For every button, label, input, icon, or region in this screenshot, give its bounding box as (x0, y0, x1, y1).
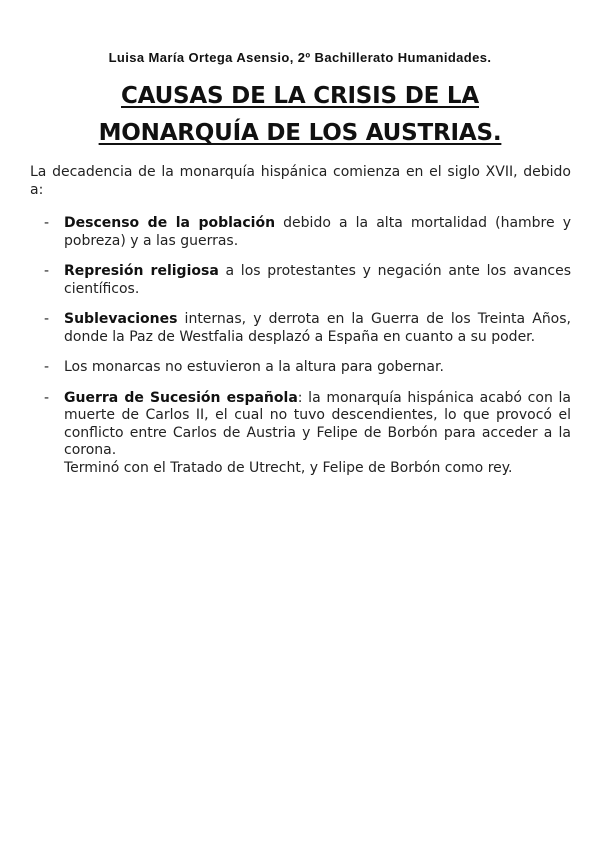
cause-text: : la monarquía hispánica acabó con la muerte de Carlos II, el cual no tuvo descendientes, lo que provocó el conflicto entre Carlos de Austria y Felipe de Borbón para acceder a la corona. (64, 389, 571, 458)
bullet-dash: - (44, 389, 50, 406)
cause-text: debido a la alta mortalidad (hambre y pobreza) y a las guerras. (64, 215, 571, 249)
cause-heading: Sublevaciones (64, 311, 178, 327)
cause-heading: Represión religiosa (64, 263, 219, 279)
causes-list (30, 215, 571, 490)
bullet-dash: - (44, 215, 50, 231)
author-line: Luisa María Ortega Asensio, 2º Bachillerato Humanidades. (108, 50, 492, 65)
cause-text: a los protestantes y negación ante los avances científicos. (64, 263, 571, 297)
cause-heading: Descenso de la población (64, 215, 276, 231)
title-line-1: CAUSAS DE LA CRISIS DE LA (121, 83, 479, 109)
cause-heading: Guerra de Sucesión española (64, 389, 298, 406)
intro-paragraph: La decadencia de la monarquía hispánica comienza en el siglo XVII, debido a: (30, 164, 571, 198)
list-item (30, 311, 571, 346)
document-title (40, 78, 560, 152)
bullet-dash: - (44, 263, 50, 279)
cause-text: internas, y derrota en la Guerra de los Treinta Años, donde la Paz de Westfalia desplazó a España en cuanto a su poder. (64, 311, 571, 345)
list-item (30, 390, 571, 478)
bullet-dash: - (44, 311, 50, 327)
list-item (30, 359, 571, 377)
list-item (30, 215, 571, 250)
list-item (30, 263, 571, 298)
cause-text: Los monarcas no estuvieron a la altura para gobernar. (64, 359, 444, 375)
title-line-2: MONARQUÍA DE LOS AUSTRIAS. (98, 120, 502, 146)
bullet-dash: - (44, 359, 50, 375)
cause-note: Terminó con el Tratado de Utrecht, y Felipe de Borbón como rey. (64, 459, 513, 476)
